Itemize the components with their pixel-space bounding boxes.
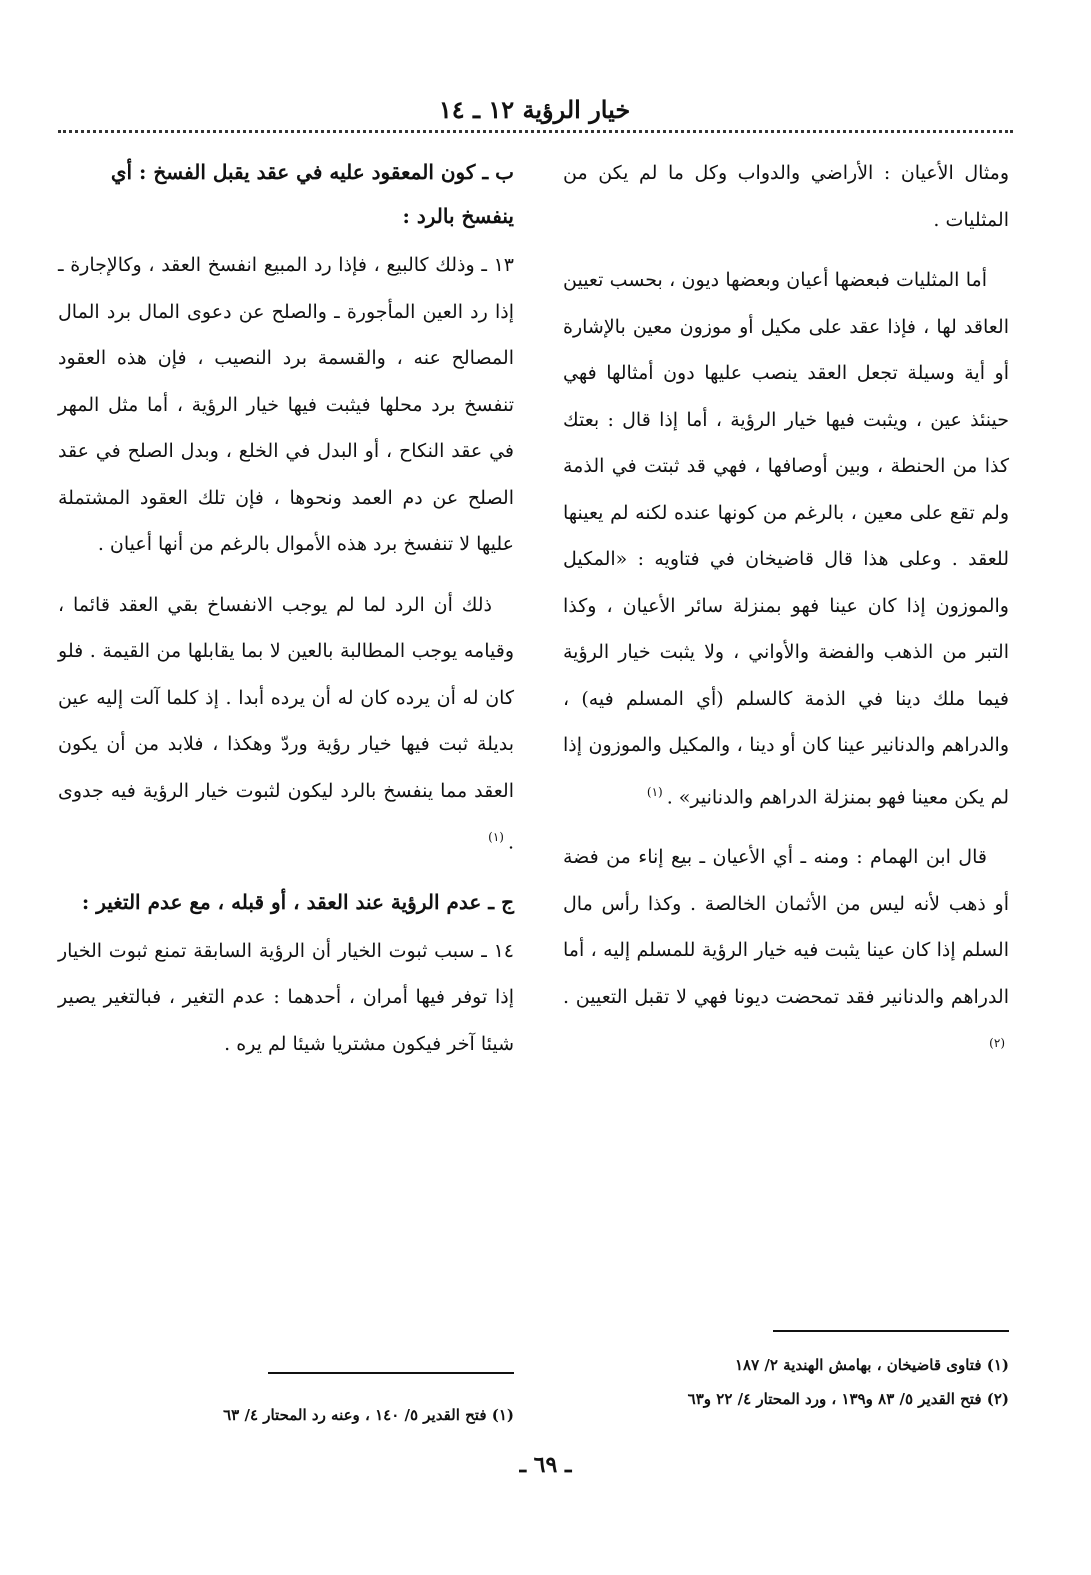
footnotes-right bbox=[563, 1348, 1009, 1416]
paragraph-13-continued: ذلك أن الرد لما لم يوجب الانفساخ بقي العقد قائما ، وقيامه يوجب المطالبة بالعين لا بما يقابلها من القيمة . فلو كان له أن يرده كان له أن يرده أبدا . إذ كلما آلت إليه عين بديلة ثبت فيها خيار رؤية وردّ وهكذا ، فلابد من أن يكون العقد مما ينفسخ بالرد ليكون لثبوت خيار الرؤية فيه جدوى .$^{(١)}$ bbox=[58, 593, 514, 854]
left-column bbox=[58, 150, 514, 1081]
page-number: ـ ٦٩ ـ bbox=[519, 1452, 572, 1478]
running-header bbox=[60, 92, 1009, 128]
paragraph-ibn-al-humam: قال ابن الهمام : ومنه ـ أي الأعيان ـ بيع إناء من فضة أو ذهب لأنه ليس من الأثمان الخالصة . وكذا رأس مال السلم إذا كان عينا يثبت فيه خيار الرؤية للمسلم إليه ، أما الدراهم والدنانير فقد تمحضت ديونا فهي لا تقبل التعيين .$^{(٢)}$ bbox=[563, 846, 1009, 1051]
paragraph-mithliyat: أما المثليات فبعضها أعيان وبعضها ديون ، بحسب تعيين العاقد لها ، فإذا عقد على مكيل أو موزون معين بالإشارة أو أية وسيلة تجعل العقد ينصب عليها دون أمثالها فهي حينئذ عين ، ويثبت فيها خيار الرؤية ، أما إذا قال : بعتك كذا من الحنطة ، وبين أوصافها ، فهي قد ثبتت في الذمة ولم تقع على معين ، بالرغم من كونها عنده لكنه لم يعينها للعقد . وعلى هذا قال قاضيخان في فتاويه : «المكيل والموزون إذا كان عينا فهو بمنزلة سائر الأعيان ، وكذا التبر من الذهب والفضة والأواني ، ولا يثبت خيار الرؤية فيما ملك دينا في الذمة كالسلم (أي المسلم فيه) ، والدراهم والدنانير عينا كان أو دينا ، والمكيل والموزون إذا لم يكن معينا فهو بمنزلة الدراهم والدنانير» .$^{(١)}$ bbox=[563, 269, 1010, 808]
paragraph-14: ١٤ ـ سبب ثبوت الخيار أن الرؤية السابقة تمنع ثبوت الخيار إذا توفر فيها أمران ، أحدهما : عدم التغير ، فبالتغير يصير شيئا آخر فيكون مشتريا شيئا لم يره . bbox=[58, 939, 514, 1055]
header-title: خيار الرؤية ١٢ ـ ١٤ bbox=[438, 95, 631, 124]
footnote-right-1: (١) فتاوى قاضيخان ، بهامش الهندية ٢/ ١٨٧ bbox=[735, 1356, 1009, 1374]
paragraph-13: ١٣ ـ وذلك كالبيع ، فإذا رد المبيع انفسخ العقد ، وكالإجارة ـ إذا رد العين المأجورة ـ والصلح عن دعوى المال برد المال المصالح عنه ، والقسمة برد النصيب ، فإن هذه العقود تنفسخ برد محلها فيثبت فيها خيار الرؤية ، أما مثل المهر في عقد النكاح ، أو البدل في الخلع ، وبدل الصلح في عقد الصلح عن دم العمد ونحوها ، فإن تلك العقود المشتملة عليها لا تنفسخ برد هذه الأموال بالرغم من أنها أعيان . bbox=[58, 254, 514, 555]
section-heading-c: ج ـ عدم الرؤية عند العقد ، أو قبله ، مع عدم التغير : bbox=[81, 889, 514, 914]
footnote-mark-left-1: (١) bbox=[488, 830, 504, 844]
footnote-rule-left bbox=[268, 1372, 514, 1374]
paragraph-examples-of-aayan: ومثال الأعيان : الأراضي والدواب وكل ما لم يكن من المثليات . bbox=[563, 162, 1009, 231]
footnote-left-1: (١) فتح القدير ٥/ ١٤٠ ، وعنه رد المحتار ٤/ ٦٣ bbox=[223, 1406, 514, 1424]
footnotes-left bbox=[58, 1398, 514, 1432]
footnote-right-2: (٢) فتح القدير ٥/ ٨٣ و١٣٩ ، ورد المحتار ٤/ ٢٢ و٦٣ bbox=[687, 1390, 1009, 1408]
header-dotted-rule bbox=[58, 130, 1013, 133]
footnote-mark-1: (١) bbox=[646, 784, 663, 799]
section-heading-b: ب ـ كون المعقود عليه في عقد يقبل الفسخ : أي ينفسخ بالرد : bbox=[110, 160, 514, 228]
right-column bbox=[563, 150, 1009, 1086]
footnote-rule-right bbox=[773, 1330, 1009, 1332]
footnote-mark-2: (٢) bbox=[989, 1036, 1005, 1051]
